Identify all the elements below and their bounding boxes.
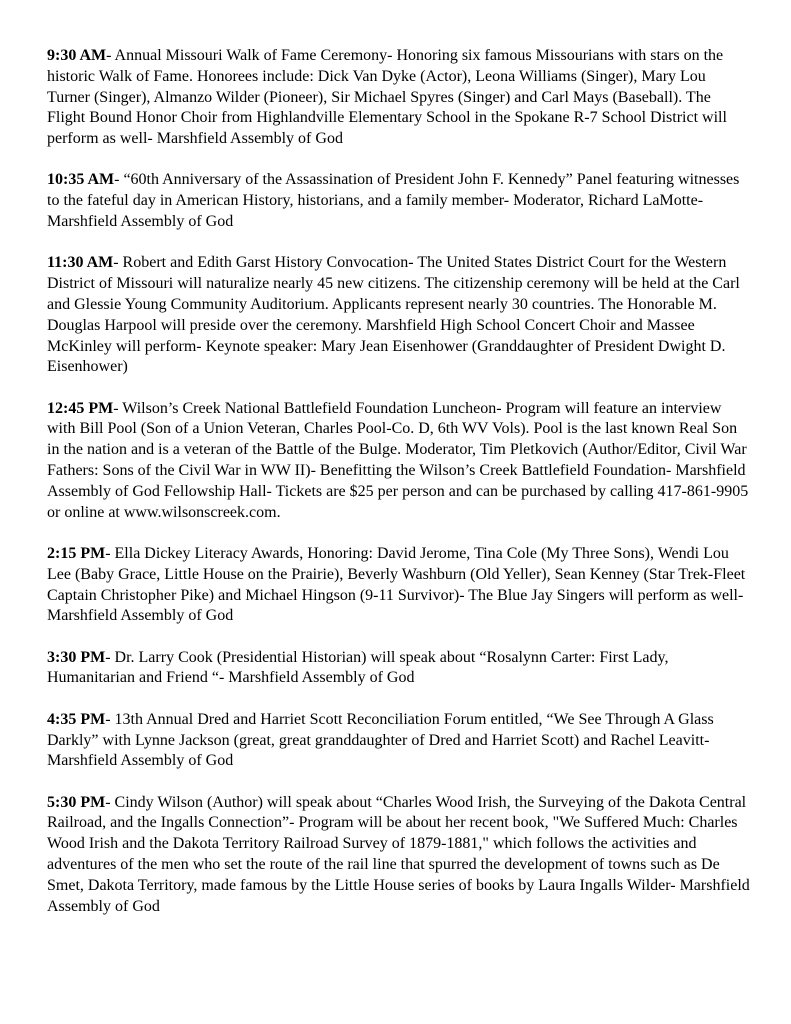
event-description: - Dr. Larry Cook (Presidential Historian) will speak about “Rosalynn Carter: First Lady, Humanitarian and Friend “- Marshfield Assembly of God [47,648,669,687]
event-description: - Robert and Edith Garst History Convocation- The United States District Court for the Western District of Missouri will naturalize nearly 45 new citizens. The citizenship ceremony will be held at the Carl and Glessie Young Community Auditorium. Applicants represent nearly 30 countries. The Honorable M. Douglas Harpool will preside over the ceremony. Marshfield High School Concert Choir and Massee McKinley will perform- Keynote speaker: Mary Jean Eisenhower (Granddaughter of President Dwight D. Eisenhower) [47,254,740,376]
event-time: 3:30 PM [47,648,106,666]
event-description: - Wilson’s Creek National Battlefield Foundation Luncheon- Program will feature an interview with Bill Pool (Son of a Union Veteran, Charles Pool-Co. D, 6th WV Vols). Pool is the last known Real Son in the nation and is a veteran of the Battle of the Bulge. Moderator, Tim Pletkovich (Author/Editor, Civil War Fathers: Sons of the Civil War in WW II)- Benefitting the Wilson’s Creek Battlefield Foundation- Marshfield Assembly of God Fellowship Hall- Tickets are $25 per person and can be purchased by calling 417-861-9905 or online at www.wilsonscreek.com. [47,399,749,521]
schedule-entry-1130 [47,253,752,378]
schedule-entry-1730 [47,793,752,918]
event-schedule [47,46,752,938]
event-time: 9:30 AM [47,47,107,64]
event-description: - Ella Dickey Literacy Awards, Honoring: David Jerome, Tina Cole (My Three Sons), Wendi Lou Lee (Baby Grace, Little House on the Prairie), Beverly Washburn (Old Yeller), Sean Kenney (Star Trek-Fleet Captain Christopher Pike) and Michael Hingson (9-11 Survivor)- The Blue Jay Singers will perform as well- Marshfield Assembly of God [47,544,746,625]
event-time: 11:30 AM [47,254,114,272]
schedule-entry-0930 [47,46,752,150]
schedule-entry-1245 [47,399,752,524]
schedule-entry-1530 [47,648,752,690]
event-description: - 13th Annual Dred and Harriet Scott Reconciliation Forum entitled, “We See Through A Glass Darkly” with Lynne Jackson (great, great granddaughter of Dred and Harriet Scott) and Rachel Leavitt- Marshfield Assembly of God [47,710,714,770]
schedule-entry-1635 [47,710,752,772]
event-time: 10:35 AM [47,171,115,189]
schedule-entry-1035 [47,170,752,232]
event-description: - Cindy Wilson (Author) will speak about “Charles Wood Irish, the Surveying of the Dakota Central Railroad, and the Ingalls Connection”- Program will be about her recent book, "We Suffered Much: Charles Wood Irish and the Dakota Territory Railroad Survey of 1879-1881," which follows the activities and adventures of the men who set the route of the rail line that spurred the development of towns such as De Smet, Dakota Territory, made famous by the Little House series of books by Laura Ingalls Wilder- Marshfield Assembly of God [47,793,750,915]
event-description: - Annual Missouri Walk of Fame Ceremony- Honoring six famous Missourians with stars on the historic Walk of Fame. Honorees include: Dick Van Dyke (Actor), Leona Williams (Singer), Mary Lou Turner (Singer), Almanzo Wilder (Pioneer), Sir Michael Spyres (Singer) and Carl Mays (Baseball). The Flight Bound Honor Choir from Highlandville Elementary School in the Spokane R-7 School District will perform as well- Marshfield Assembly of God [47,47,727,148]
event-time: 12:45 PM [47,399,114,417]
event-time: 2:15 PM [47,544,106,562]
event-time: 5:30 PM [47,793,106,811]
event-time: 4:35 PM [47,710,106,728]
event-description: - “60th Anniversary of the Assassination of President John F. Kennedy” Panel featuring witnesses to the fateful day in American History, historians, and a family member- Moderator, Richard LaMotte- Marshfield Assembly of God [47,171,740,231]
schedule-entry-1415 [47,544,752,627]
